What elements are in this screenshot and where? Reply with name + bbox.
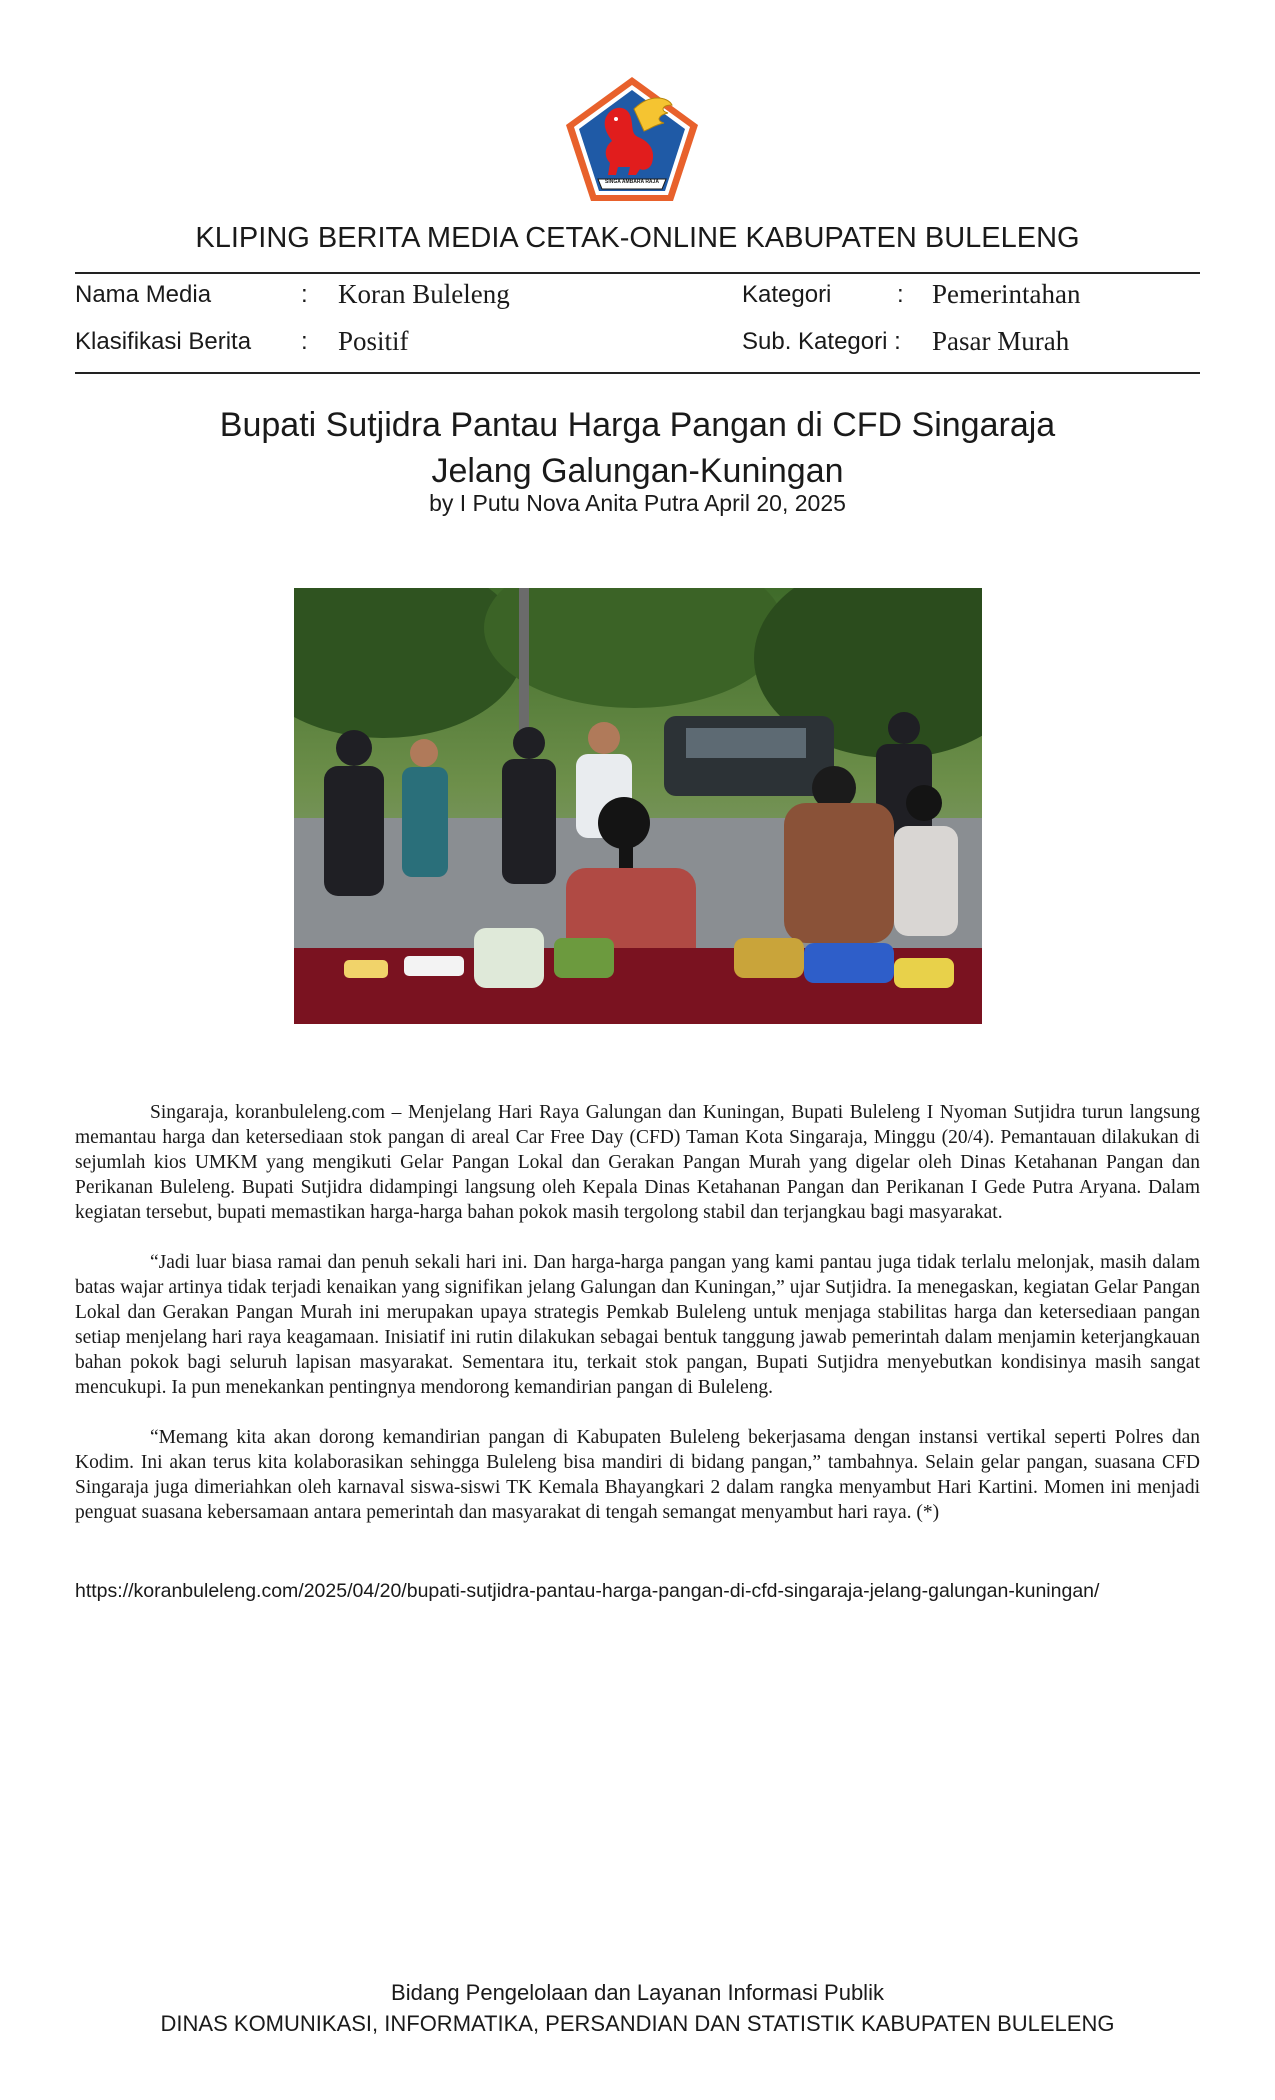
emblem-motto: SINGA AMBARA RAJA <box>605 179 659 185</box>
kategori-colon: : <box>897 281 904 308</box>
article-title-line2: Jelang Galungan-Kuningan <box>431 452 844 490</box>
klasifikasi-berita-value: Positif <box>338 326 409 356</box>
footer-line1: Bidang Pengelolaan dan Layanan Informasi Publik <box>391 1980 884 2005</box>
article-paragraph-3: “Memang kita akan dorong kemandirian pangan di Kabupaten Buleleng bekerjasama dengan instansi vertikal seperti Polres dan Kodim. Ini akan terus kita kolaborasikan sehingga Buleleng bisa mandiri di bidang pangan,” tambahnya. Selain gelar pangan, suasana CFD Singaraja juga dimeriahkan oleh karnaval siswa-siswi TK Kemala Bhayangkari 2 dalam rangka menyambut Hari Kartini. Momen ini menjadi penguat suasana kebersamaan antara pemerintah dan masyarakat di tengah semangat menyambut hari raya. (*) <box>75 1427 1200 1523</box>
article-title-line1: Bupati Sutjidra Pantau Harga Pangan di CFD Singaraja <box>219 406 1056 444</box>
nama-media-label: Nama Media <box>75 281 212 308</box>
header-bottom-divider <box>75 372 1200 374</box>
sub-kategori-label: Sub. Kategori : <box>742 328 901 355</box>
article-body <box>75 1100 1200 1550</box>
article-byline: by I Putu Nova Anita Putra April 20, 2025 <box>429 490 846 516</box>
nama-media-value: Koran Buleleng <box>338 279 510 309</box>
kategori-value: Pemerintahan <box>932 279 1081 309</box>
document-header-title: KLIPING BERITA MEDIA CETAK-ONLINE KABUPATEN BULELENG <box>195 222 1080 254</box>
regency-emblem-logo <box>564 75 700 203</box>
article-paragraph-1: Singaraja, koranbuleleng.com – Menjelang Hari Raya Galungan dan Kuningan, Bupati Buleleng I Nyoman Sutjidra turun langsung memantau harga dan ketersediaan stok pangan di areal Car Free Day (CFD) Taman Kota Singaraja, Minggu (20/4). Pemantauan dilakukan di sejumlah kios UMKM yang mengikuti Gelar Pangan Lokal dan Gerakan Pangan Murah yang digelar oleh Dinas Ketahanan Pangan dan Perikanan Buleleng. Bupati Sutjidra didampingi langsung oleh Kepala Dinas Ketahanan Pangan dan Perikanan I Gede Putra Aryana. Dalam kegiatan tersebut, bupati memastikan harga-harga bahan pokok masih tergolong stabil dan terjangkau bagi masyarakat. <box>75 1102 1200 1223</box>
market-photo-icon <box>294 588 982 1024</box>
klasifikasi-berita-colon: : <box>301 328 308 355</box>
sub-kategori-value: Pasar Murah <box>932 326 1070 356</box>
article-photo <box>294 588 982 1024</box>
footer-line2: DINAS KOMUNIKASI, INFORMATIKA, PERSANDIAN DAN STATISTIK KABUPATEN BULELENG <box>160 2011 1115 2036</box>
article-paragraph-2: “Jadi luar biasa ramai dan penuh sekali hari ini. Dan harga-harga pangan yang kami pantau juga tidak terlalu melonjak, masih dalam batas wajar artinya tidak terjadi kenaikan yang signifikan jelang Galungan dan Kuningan,” ujar Sutjidra. Ia menegaskan, kegiatan Gelar Pangan Lokal dan Gerakan Pangan Murah ini merupakan upaya strategis Pemkab Buleleng untuk menjaga stabilitas harga dan ketersediaan pangan setiap menjelang hari raya keagamaan. Inisiatif ini rutin dilakukan sebagai bentuk tanggung jawab pemerintah dalam menjamin keterjangkauan bahan pokok bagi seluruh lapisan masyarakat. Sementara itu, terkait stok pangan, Bupati Sutjidra menyebutkan kondisinya masih sangat mencukupi. Ia pun menekankan pentingnya mendorong kemandirian pangan di Buleleng. <box>75 1252 1200 1398</box>
kategori-label: Kategori <box>742 281 832 308</box>
header-top-divider <box>75 272 1200 274</box>
klasifikasi-berita-label: Klasifikasi Berita <box>75 328 252 355</box>
article-source-link[interactable]: https://koranbuleleng.com/2025/04/20/bupati-sutjidra-pantau-harga-pangan-di-cfd-singaraja-jelang-galungan-kuningan/ <box>75 1580 1100 1602</box>
nama-media-colon: : <box>301 281 308 308</box>
